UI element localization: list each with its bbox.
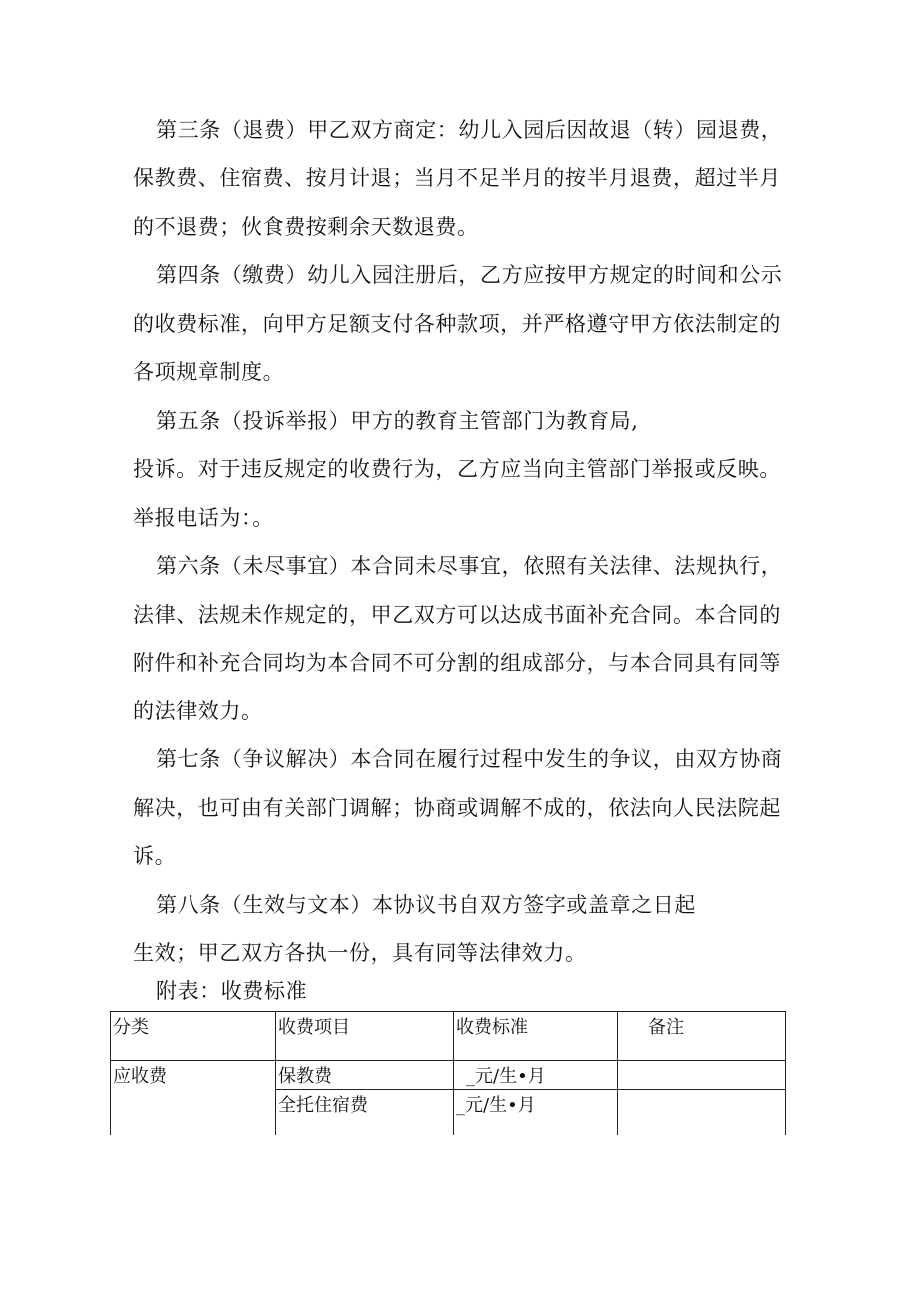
article-5-line-1: 第五条（投诉举报）甲方的教育主管部门为教育局, (156, 409, 639, 433)
standard-cell: _元/生•月 (454, 1061, 618, 1090)
appendix-title: 附表：收费标准 (156, 979, 308, 1003)
item-cell: 保教费 (276, 1061, 454, 1090)
note-cell (618, 1090, 786, 1136)
table-row (111, 1061, 786, 1090)
article-3-line-2: 保教费、住宿费、按月计退；当月不足半月的按半月退费，超过半月 (133, 166, 781, 190)
standard-cell: _元/生•月 (454, 1090, 618, 1136)
header-category: 分类 (111, 1012, 276, 1061)
article-4-line-1: 第四条（缴费）幼儿入园注册后，乙方应按甲方规定的时间和公示 (156, 263, 783, 287)
article-6-line-1: 第六条（未尽事宜）本合同未尽事宜，依照有关法律、法规执行， (156, 554, 783, 578)
article-8-line-2: 生效；甲乙双方各执一份，具有同等法律效力。 (133, 941, 587, 965)
note-cell (618, 1061, 786, 1090)
article-7-line-3: 诉。 (133, 844, 177, 868)
header-item: 收费项目 (276, 1012, 454, 1061)
article-6-line-3: 附件和补充合同均为本合同不可分割的组成部分，与本合同具有同等 (133, 651, 781, 675)
article-7-line-1: 第七条（争议解决）本合同在履行过程中发生的争议，由双方协商 (156, 747, 783, 771)
article-4-line-3: 各项规章制度。 (133, 360, 285, 384)
article-5-line-3: 举报电话为：。 (133, 506, 274, 530)
header-standard: 收费标准 (454, 1012, 618, 1061)
table-header-row (111, 1012, 786, 1061)
article-3-line-3: 的不退费；伙食费按剩余天数退费。 (133, 215, 479, 239)
article-6-line-2: 法律、法规未作规定的，甲乙双方可以达成书面补充合同。本合同的 (133, 603, 781, 627)
article-8-line-1: 第八条（生效与文本）本协议书自双方签字或盖章之日起 (156, 893, 696, 917)
article-3-line-1: 第三条（退费）甲乙双方商定：幼儿入园后因故退（转）园退费， (156, 118, 783, 142)
article-5-line-2: 投诉。对于违反规定的收费行为，乙方应当向主管部门举报或反映。 (133, 457, 781, 481)
article-4-line-2: 的收费标准，向甲方足额支付各种款项，并严格遵守甲方依法制定的 (133, 312, 781, 336)
category-cell: 应收费 (111, 1061, 276, 1136)
article-6-line-4: 的法律效力。 (133, 699, 263, 723)
item-cell: 全托住宿费 (276, 1090, 454, 1136)
fee-standard-table (110, 1011, 786, 1135)
article-7-line-2: 解决，也可由有关部门调解；协商或调解不成的，依法向人民法院起 (133, 796, 781, 820)
header-note: 备注 (618, 1012, 786, 1061)
